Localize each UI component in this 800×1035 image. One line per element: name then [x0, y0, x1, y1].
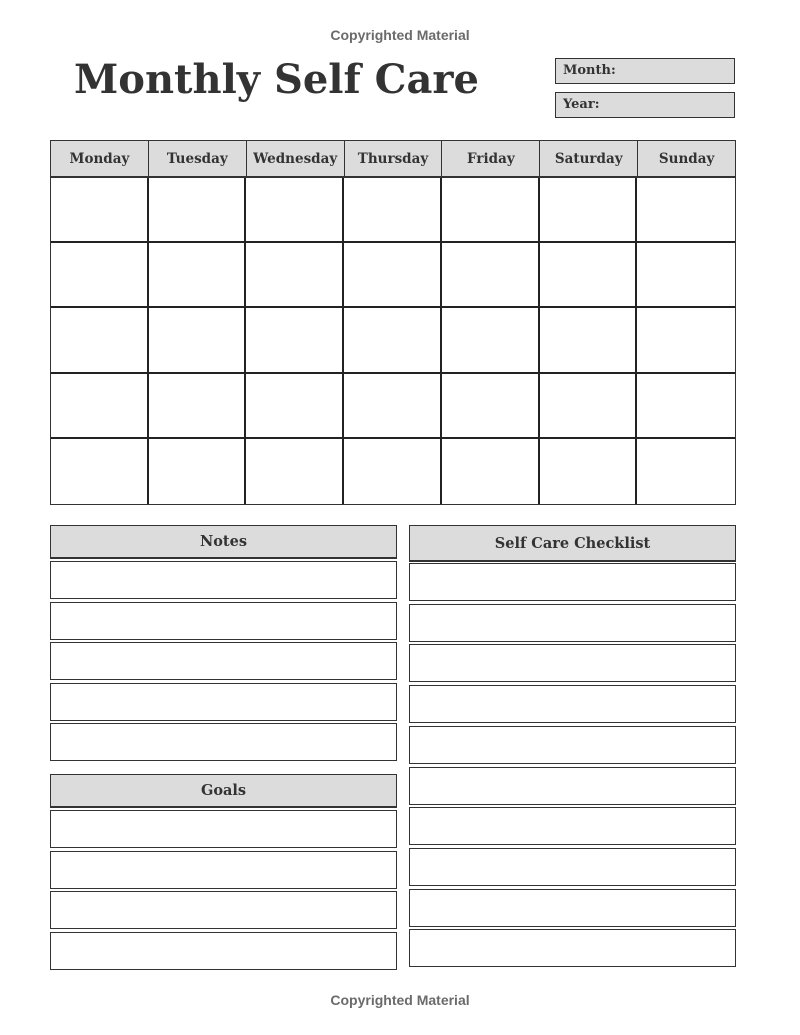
calendar-day-cell[interactable] [540, 308, 638, 373]
checklist-header: Self Care Checklist [409, 525, 736, 562]
goals-line[interactable] [50, 810, 397, 848]
goals-line[interactable] [50, 891, 397, 929]
checklist-line[interactable] [409, 726, 736, 764]
calendar-day-cell[interactable] [540, 178, 638, 243]
goals-line[interactable] [50, 932, 397, 970]
calendar-day-cell[interactable] [149, 178, 247, 243]
page-title: Monthly Self Care [74, 56, 479, 103]
copyright-notice-bottom: Copyrighted Material [330, 992, 470, 1008]
calendar-day-cell[interactable] [540, 374, 638, 439]
year-label: Year: [563, 97, 600, 112]
day-header-thursday: Thursday [344, 141, 442, 176]
month-label: Month: [563, 63, 616, 78]
calendar-day-cell[interactable] [344, 439, 442, 504]
notes-line[interactable] [50, 723, 397, 761]
calendar-day-cell[interactable] [246, 243, 344, 308]
checklist-line[interactable] [409, 604, 736, 642]
calendar-day-cell[interactable] [149, 308, 247, 373]
day-header-sunday: Sunday [637, 141, 735, 176]
calendar-day-cell[interactable] [540, 439, 638, 504]
checklist-line[interactable] [409, 644, 736, 682]
day-header-wednesday: Wednesday [246, 141, 344, 176]
day-header-tuesday: Tuesday [148, 141, 246, 176]
calendar-day-cell[interactable] [344, 308, 442, 373]
checklist-line[interactable] [409, 929, 736, 967]
day-header-monday: Monday [69, 151, 130, 167]
calendar-day-cell[interactable] [637, 243, 735, 308]
calendar-day-cell[interactable] [344, 374, 442, 439]
calendar-day-cell[interactable] [246, 439, 344, 504]
calendar-day-cell[interactable] [442, 439, 540, 504]
calendar-day-cell[interactable] [51, 308, 149, 373]
year-field[interactable] [555, 92, 735, 118]
calendar-day-cell[interactable] [637, 308, 735, 373]
notes-line[interactable] [50, 561, 397, 599]
calendar-day-cell[interactable] [149, 439, 247, 504]
notes-line[interactable] [50, 602, 397, 640]
goals-line[interactable] [50, 851, 397, 889]
calendar-day-cell[interactable] [442, 178, 540, 243]
notes-line[interactable] [50, 683, 397, 721]
checklist-line[interactable] [409, 807, 736, 845]
notes-line[interactable] [50, 642, 397, 680]
calendar-day-cell[interactable] [149, 243, 247, 308]
checklist-line[interactable] [409, 685, 736, 723]
calendar-day-cell[interactable] [637, 439, 735, 504]
calendar-day-cell[interactable] [637, 374, 735, 439]
calendar-day-cell[interactable] [149, 374, 247, 439]
calendar-day-cell[interactable] [344, 243, 442, 308]
calendar-day-cell[interactable] [246, 374, 344, 439]
calendar-header [50, 140, 736, 178]
calendar-day-cell[interactable] [442, 374, 540, 439]
calendar-grid [50, 178, 736, 505]
copyright-notice-top: Copyrighted Material [330, 27, 470, 43]
calendar-day-cell[interactable] [51, 374, 149, 439]
notes-header: Notes [50, 525, 397, 559]
day-header-saturday: Saturday [539, 141, 637, 176]
calendar-day-cell[interactable] [51, 439, 149, 504]
calendar-day-cell[interactable] [246, 178, 344, 243]
calendar-day-cell[interactable] [637, 178, 735, 243]
calendar-day-cell[interactable] [442, 308, 540, 373]
goals-header: Goals [50, 774, 397, 808]
month-field[interactable] [555, 58, 735, 84]
calendar-day-cell[interactable] [442, 243, 540, 308]
calendar-day-cell[interactable] [51, 243, 149, 308]
checklist-line[interactable] [409, 767, 736, 805]
checklist-line[interactable] [409, 563, 736, 601]
checklist-line[interactable] [409, 848, 736, 886]
checklist-line[interactable] [409, 889, 736, 927]
day-header-friday: Friday [441, 141, 539, 176]
calendar-day-cell[interactable] [246, 308, 344, 373]
calendar-day-cell[interactable] [344, 178, 442, 243]
calendar-day-cell[interactable] [540, 243, 638, 308]
calendar-day-cell[interactable] [51, 178, 149, 243]
